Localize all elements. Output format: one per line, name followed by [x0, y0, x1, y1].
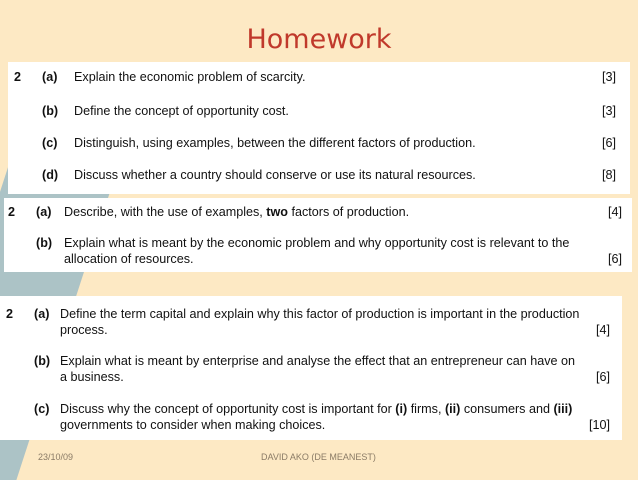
part-marks-b: [3]: [601, 104, 616, 118]
part-marks-a: [4]: [607, 205, 622, 219]
footer-date: 23/10/09: [38, 452, 74, 462]
question-number: 2: [14, 70, 22, 84]
part-text-b-line1: Explain what is meant by enterprise and analyse the effect that an entrepreneur can have on: [60, 354, 576, 368]
part-text-a-line2: process.: [60, 323, 108, 337]
question-panel-1: [8, 62, 630, 194]
part-text-a: Explain the economic problem of scarcity.: [74, 70, 306, 84]
question-panel-3: [0, 296, 622, 440]
part-text-c-line1: Discuss why the concept of opportunity cost is important for (i) firms, (ii) consumers and (iii): [60, 402, 573, 416]
part-label-b: (b): [36, 236, 53, 250]
part-label-b: (b): [42, 104, 59, 118]
part-label-a: (a): [34, 307, 50, 321]
part-text-b-line1: Explain what is meant by the economic problem and why opportunity cost is relevant to the: [64, 236, 570, 250]
part-label-c: (c): [34, 402, 50, 416]
part-marks-d: [8]: [601, 168, 616, 182]
part-text-b: Define the concept of opportunity cost.: [74, 104, 289, 118]
part-label-b: (b): [34, 354, 51, 368]
part-text-a-line1: Define the term capital and explain why this factor of production is important in the production: [60, 307, 580, 321]
question-panel-2: [4, 198, 632, 272]
part-label-a: (a): [42, 70, 58, 84]
question-number: 2: [8, 205, 16, 219]
slide-title: Homework: [246, 24, 392, 55]
part-text-d: Discuss whether a country should conserve or use its natural resources.: [74, 168, 476, 182]
part-label-a: (a): [36, 205, 52, 219]
part-text-a: Describe, with the use of examples, two factors of production.: [64, 205, 410, 219]
part-text-b-line2: a business.: [60, 370, 124, 384]
question-number: 2: [6, 307, 14, 321]
part-marks-c: [10]: [588, 418, 610, 432]
footer-author: DAVID AKO (DE MEANEST): [261, 452, 376, 462]
part-text-c: Distinguish, using examples, between the different factors of production.: [74, 136, 476, 150]
part-text-b-line2: allocation of resources.: [64, 252, 194, 266]
part-text-c-line2: governments to consider when making choices.: [60, 418, 326, 432]
part-marks-a: [3]: [601, 70, 616, 84]
part-marks-b: [6]: [595, 370, 610, 384]
part-label-c: (c): [42, 136, 58, 150]
part-label-d: (d): [42, 168, 59, 182]
part-marks-c: [6]: [601, 136, 616, 150]
part-marks-a: [4]: [595, 323, 610, 337]
part-marks-b: [6]: [607, 252, 622, 266]
